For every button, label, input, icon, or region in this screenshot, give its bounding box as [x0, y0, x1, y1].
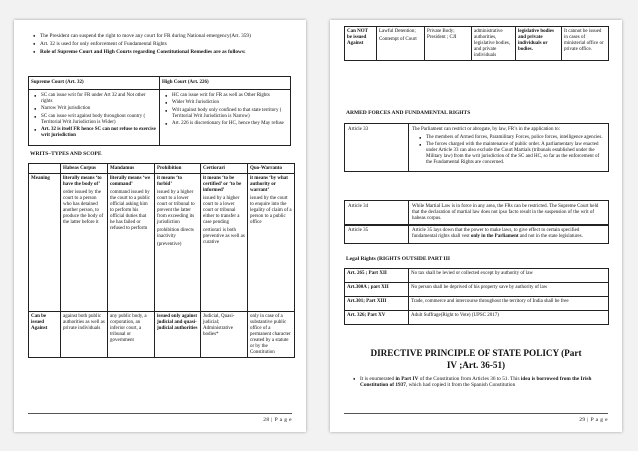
footer-rule [28, 413, 292, 414]
article-text: The Parliament can restrict or abrogate, by law, FR’s in the application to: [412, 127, 560, 132]
row-label: Can NOT be issued Against [345, 27, 377, 61]
article-text-cell [409, 124, 609, 172]
table-header: Quo-Warranto [248, 164, 295, 174]
table-cell [155, 174, 201, 312]
table-row [345, 297, 609, 311]
legal-rights-table [344, 268, 609, 325]
table-cell: administrative authorities, legislative bodies, and private individuals [472, 27, 516, 61]
cell-text: issued by a higher court to a lower court or tribunal to prevent the latter from exceeding its jurisdiction [157, 189, 195, 225]
table-cell: legislative bodies and private individuals or bodies. [516, 27, 562, 61]
table-cell: No person shall be deprived of his property save by authority of law [409, 283, 609, 297]
text-run: , which had copied it from the Spanish Constitution [405, 382, 516, 389]
table-cell: issued only against judicial and quasi-judicial authorities [155, 312, 201, 358]
legal-rights-title: Legal Rights (RIGHTS OUTSIDE PART III [346, 256, 450, 262]
table-cell: only in case of a substantive public office of a permanent character created by a statute or by the Constitution [248, 312, 295, 358]
sc-list [31, 93, 157, 139]
table-cell [61, 174, 108, 312]
text-run-bold: idea is borrowed from the Irish Constitution of 1937 [360, 376, 592, 389]
dpsp-bullets [350, 376, 615, 390]
text-run: Article 35 lays down that the power to make laws, to give effect to certain specified fundamental rights shall vest [412, 228, 580, 239]
page-number: 29 | P a g e [579, 417, 608, 423]
table-row [29, 312, 295, 358]
article-label: Article 33 [345, 124, 409, 172]
list-item: ● SC can issue writ against body throughout country ( Territorial Writ Jurisdiction is Wider) [41, 114, 157, 126]
article-label: Art.301; Part XIII [345, 297, 409, 311]
table-row [345, 283, 609, 297]
text-run: and not in the state legislatures. [518, 234, 583, 239]
cell-text: order issued by the court to a person who has detained another person, to produce the body of the latter before it [63, 189, 104, 225]
table-cell [248, 174, 295, 312]
table-header [29, 164, 61, 174]
table-header: Certiorari [201, 164, 248, 174]
list-item: ● The forces charged with the maintenance of public order. A parliamentary law enacted under Article 33 can also exclude the Court Martials (tribunals established under the Military law) from the writ jurisdiction of the SC and HC, so far as the enforcement of the Fundamental Rights are concerned. [426, 142, 605, 166]
sc-cell [29, 90, 160, 146]
article-label: Art. 326; Part XV [345, 311, 409, 325]
writs-title: WRITS–TYPES AND SCOPE [30, 151, 102, 157]
cell-text: prohibition directs inactivity [157, 227, 194, 239]
list-item: ● Wider Writ Jurisdiction [172, 100, 288, 106]
list-item: ● Art. 226 is discretionary for HC, hence they May refuse [172, 121, 288, 127]
cell-bold: it means ‘to be certified’ or ‘to be informed’ [203, 175, 242, 193]
cell-text: Judicial, Quasi-judicial; Administrative bodies* [203, 313, 235, 337]
table-row [29, 174, 295, 312]
row-label: Meaning [29, 174, 61, 312]
page-29 [330, 20, 622, 432]
page-28 [14, 20, 306, 432]
text-run: of the Constitution from Articles 36 to 51. This [418, 376, 521, 382]
article-33-list [412, 135, 605, 166]
cell-text: certiorari is both preventive as well as curative [203, 227, 245, 245]
article-text [409, 225, 609, 244]
table-cell: any public body, a corporation, an inferior court, a tribunal or government [108, 312, 155, 358]
cell-bold: it means ‘by what authority or warrant’ [250, 175, 288, 193]
table-header: Prohibition [155, 164, 201, 174]
cell-text: Contempt of Court [379, 36, 417, 42]
table-row [345, 311, 609, 325]
table-cell: Private Body; President ; CJI [425, 27, 472, 61]
table-cell: against both public authorities as well as private individuals [61, 312, 108, 358]
article-33-table [344, 123, 609, 172]
list-item: ● Narrow Writ jurisdiction [41, 106, 157, 112]
cell-text: issued by the court to enquire into the legality of claim of a person to a public office [250, 195, 292, 225]
list-item: ● HC can issue writ for FR as well as Other Rights [172, 93, 288, 99]
footer-rule [344, 413, 608, 414]
table-cell: Adult Suffrage(Right to Vote) (UPSC 2017) [409, 311, 609, 325]
hc-header: High Court (Art. 226) [160, 77, 291, 90]
table-header: Mandamus [108, 164, 155, 174]
list-item: ● Writ against body only confined to that state territory ( Territorial Writ Jurisdiction is Narrow) [172, 108, 288, 120]
cell-bold: it means ‘to forbid’ [157, 175, 182, 187]
text-run-bold: only in the Parliament [470, 234, 519, 239]
cell-text: (preventive) [157, 241, 182, 247]
cell-text: Lawful Detention; [379, 28, 416, 34]
list-item: ● Art. 32 is itself FR hence SC can not refuse to exercise writ jurisdiction [41, 127, 157, 139]
list-item: ● The members of Armed forces, Paramilitary Forces, police forces, intelligence agencies. [426, 135, 605, 141]
article-35-table [344, 224, 609, 244]
article-34-table [344, 200, 609, 226]
cannot-issued-table [344, 26, 609, 61]
courts-table [28, 76, 291, 146]
table-cell [377, 27, 425, 61]
dpsp-title: DIRECTIVE PRINCIPLE OF STATE POLICY (Part IV ;Art. 36-51) [370, 348, 582, 370]
intro-bullets [30, 33, 295, 56]
cell-text: command issued by the court to a public official asking him to perform his official duties that he has failed or refused to perform [110, 189, 150, 231]
writs-table [28, 163, 295, 358]
table-header: Habeas Corpus [61, 164, 108, 174]
text-run: It is enumerated [360, 376, 396, 382]
table-cell [201, 174, 248, 312]
article-text: While Martial Law is in force in any area, the FRs can be restricted. The Supreme Court held that the declaration of martial law does not ipso facto result in the suspension of the writ of habeas corpus. [409, 201, 609, 226]
row-label: Can be issued Against [29, 312, 61, 358]
table-cell: No tax shall be levied or collected except by authority of law [409, 269, 609, 283]
cell-bold: literally means ‘we command’ [110, 175, 151, 187]
cell-text: issued by a higher court to a lower court or tribunal either to transfer a case pending [203, 195, 240, 225]
table-cell [108, 174, 155, 312]
cell-bold: literally means ‘to have the body of’ [63, 175, 102, 187]
hc-list [162, 93, 288, 127]
article-label: Art.300A ; part XII [345, 283, 409, 297]
table-row [345, 269, 609, 283]
table-row [345, 27, 609, 61]
page-number: 28 | P a g e [263, 417, 292, 423]
table-cell: It cannot be issued in cases of ministerial office or private office. [562, 27, 609, 61]
table-cell: Trade, commerce and intercourse throughout the territory of India shall be free [409, 297, 609, 311]
list-item: ● SC can issue writ for FR under Art 32 and Not other rights [41, 93, 157, 105]
bullet-item: ● Art. 32 is used for only enforcement of Fundamental Rights [40, 41, 295, 47]
article-label: Article 34 [345, 201, 409, 226]
article-label: Art. 265 ; Part XII [345, 269, 409, 283]
bullet-item: ● The President can suspend the right to move any court for FR during National emergency(Art. 359) [40, 33, 295, 39]
sc-header: Supreme Court (Art. 32) [29, 77, 160, 90]
text-run-bold: in Part IV [395, 376, 419, 382]
bullet-item [360, 376, 615, 389]
table-cell [201, 312, 248, 358]
bullet-item: ● Role of Supreme Court and High Courts regarding Constitutional Remedies are as follows: [40, 49, 295, 55]
armed-forces-title: ARMED FORCES AND FUNDAMENTAL RIGHTS [346, 110, 471, 116]
table-row [29, 164, 295, 174]
article-label: Article 35 [345, 225, 409, 244]
hc-cell [160, 90, 291, 146]
